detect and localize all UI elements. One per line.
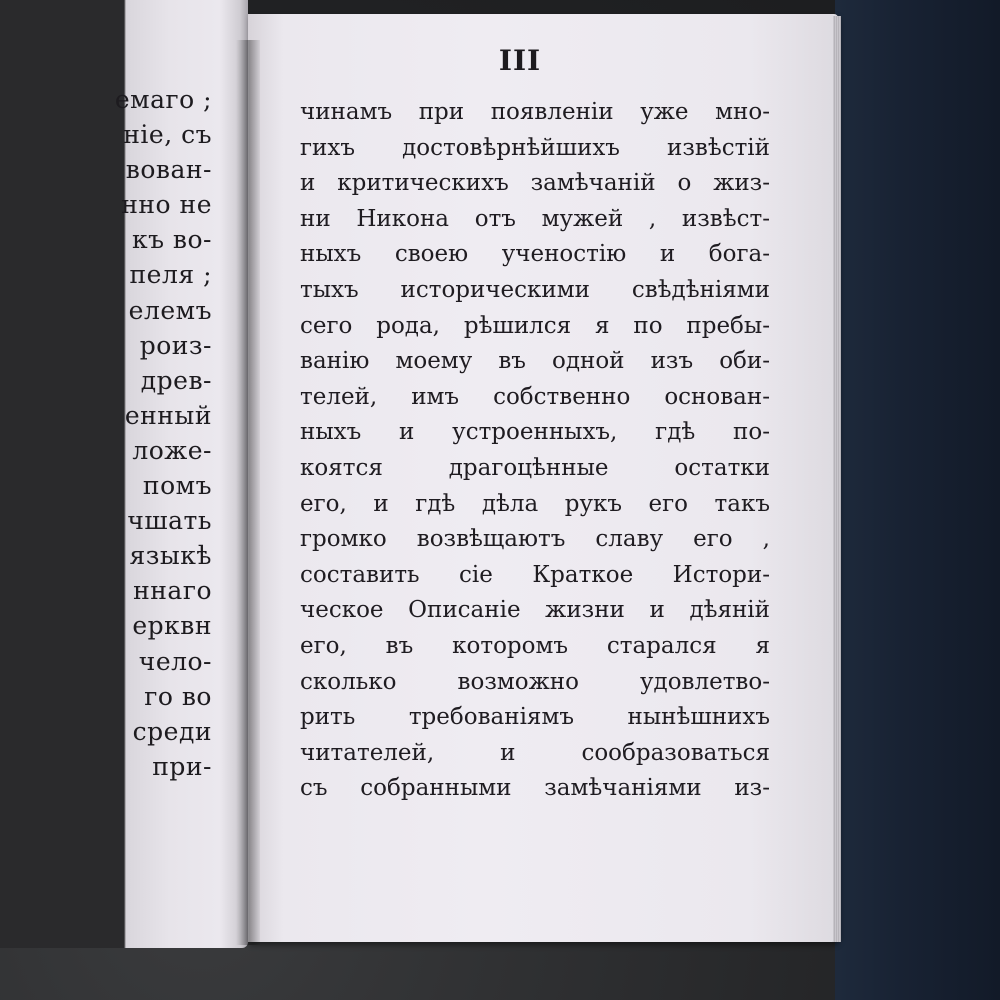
text-line: ныхъ своею ученостію и бога-	[300, 241, 770, 268]
text-line: сего рода, рѣшился я по пребы-	[300, 312, 770, 339]
left-line: енный	[124, 400, 212, 430]
left-line: ложе-	[132, 435, 212, 465]
text-line: ныхъ и устроенныхъ, гдѣ по-	[300, 419, 770, 446]
text-line: составить сіе Краткое Истори-	[300, 561, 770, 588]
book-gutter	[236, 40, 260, 945]
text-line: ческое Описаніе жизни и дѣяній	[300, 597, 770, 624]
left-page-text	[112, 82, 212, 784]
text-line: съ собранными замѣчаніями из-	[300, 775, 770, 802]
left-line: емаго ;	[114, 85, 212, 114]
text-line: тыхъ историческими свѣдѣніями	[300, 276, 770, 303]
left-line: вован-	[125, 155, 212, 185]
book-cover-edge	[835, 0, 1000, 1000]
page-body-text	[300, 95, 770, 807]
text-line: рить требованіямъ нынѣшнихъ	[300, 704, 770, 731]
text-line: читателей, и сообразоваться	[300, 739, 770, 766]
page-block-edge	[833, 16, 841, 942]
left-line: пеля ;	[129, 260, 212, 290]
page-number: III	[498, 44, 542, 77]
text-line: и критическихъ замѣчаній о жиз-	[300, 170, 770, 197]
text-line: телей, имъ собственно основан-	[300, 383, 770, 410]
text-line: сколько возможно удовлетво-	[300, 668, 770, 695]
left-line: чшать	[127, 506, 212, 536]
text-line: гихъ достовѣрнѣйшихъ извѣстій	[300, 134, 770, 161]
left-line: ерквн	[132, 611, 212, 641]
left-line: при-	[152, 751, 212, 781]
text-line: коятся драгоцѣнные остатки	[300, 454, 770, 481]
text-line: ванію моему въ одной изъ оби-	[300, 348, 770, 375]
text-line: его, и гдѣ дѣла рукъ его такъ	[300, 490, 770, 517]
left-line: къ во-	[131, 225, 212, 255]
text-line: его, въ которомъ старался я	[300, 632, 770, 659]
left-line: ніе, съ	[123, 120, 212, 150]
left-line: помъ	[142, 471, 212, 501]
left-line: го во	[144, 681, 212, 711]
text-line: ни Никона отъ мужей , извѣст-	[300, 205, 770, 232]
left-page-text-clip	[114, 60, 230, 850]
left-line: чело-	[138, 646, 212, 676]
text-line: громко возвѣщаютъ славу его ,	[300, 526, 770, 553]
left-line: языкѣ	[129, 541, 212, 571]
left-line: среди	[132, 716, 212, 746]
left-line: ннаго	[133, 576, 212, 606]
left-line: древ-	[140, 365, 212, 395]
left-line: елемъ	[128, 295, 212, 325]
text-line: чинамъ при появленіи уже мно-	[300, 99, 770, 125]
left-line: нно не	[121, 190, 212, 220]
left-line: роиз-	[139, 330, 212, 360]
